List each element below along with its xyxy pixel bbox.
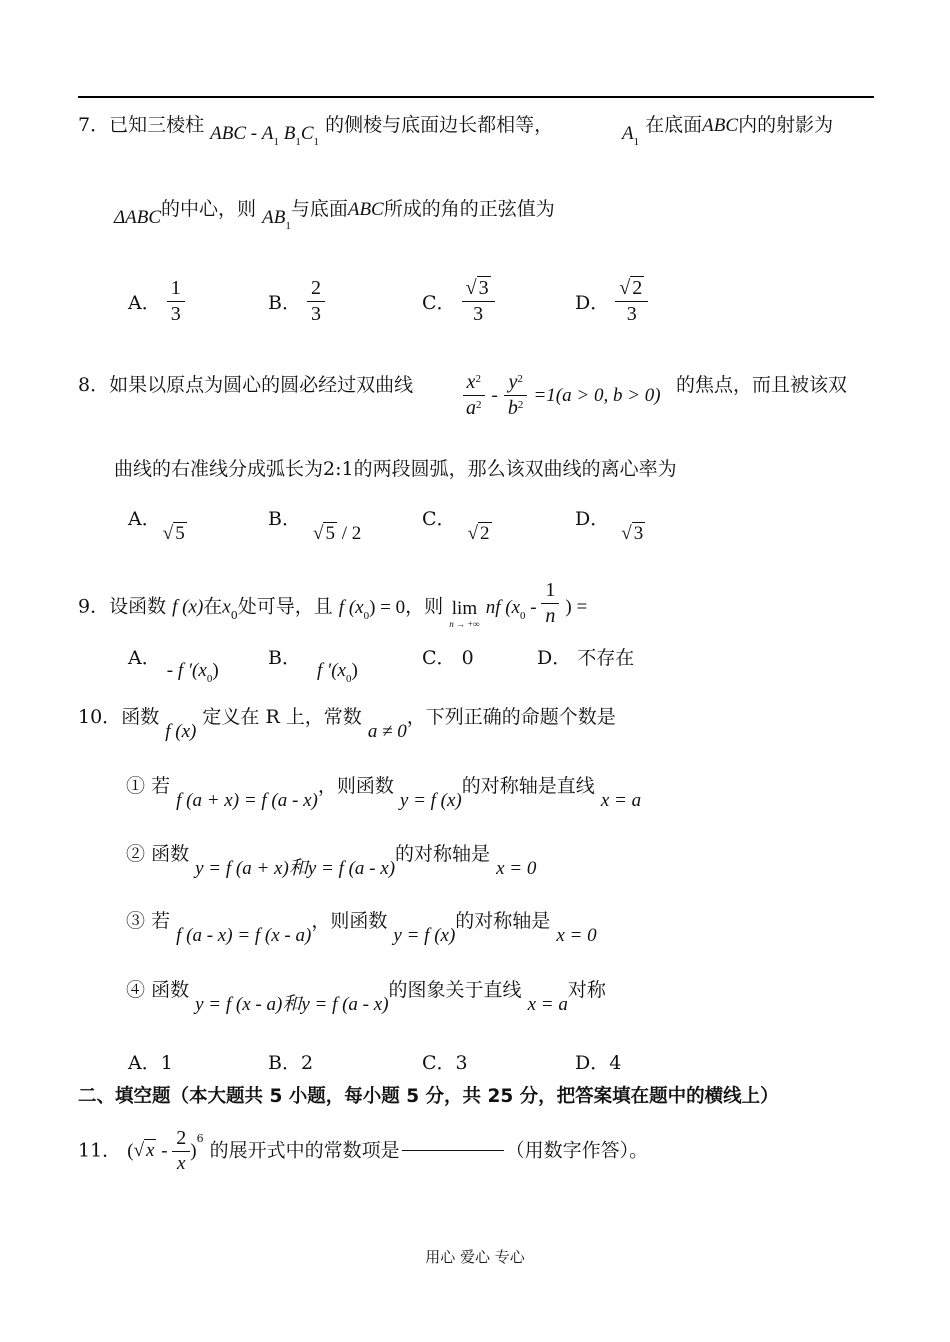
q7-option-a[interactable]: A． $\frac{1}{3}$ [128,278,185,325]
question-9: 9．设函数 f (x)在$x_0$处可导，且 f $(x_0) = 0$，则 lim n → +∞ nf ($x_0$ - $\frac{1}{n}$ ) = [78,579,588,629]
q9-option-c[interactable]: C． 0 [422,647,474,669]
statement-1: ① 若 f (a + x) = f (a - x)，则函数 y = f (x)的对称轴是直线 x = a [126,775,642,811]
page-footer: 用心 爱心 专心 [425,1248,525,1266]
question-10: 10．函数 f (x) 定义在 R 上，常数 a ≠ 0，下列正确的命题个数是 [78,706,616,742]
q10-option-a[interactable]: A．1 [128,1052,173,1074]
prism-formula: ABC - $A_1$ $B_1C_1$ [210,123,320,148]
statement-2: ② 函数 y = f (a + x)和y = f (a - x)的对称轴是 x = 0 [126,843,537,879]
question-8-line-2: 曲线的右准线分成弧长为2:1的两段圆弧，那么该双曲线的离心率为 [114,458,677,480]
q7-option-c[interactable]: C． $\frac{√ 3}{3}$ [422,278,495,325]
q7-option-b[interactable]: B． $\frac{2}{3}$ [268,278,325,325]
q9-option-b[interactable]: B． f $'(x_0)$ [268,647,358,685]
q8-option-d[interactable]: D． √ 3 [575,508,644,544]
question-7-line-1: 7．已知三棱柱 ABC - $A_1$ $B_1C_1$ 的侧棱与底面边长都相等， [78,114,554,148]
statement-4: ④ 函数 y = f (x - a)和y = f (a - x)的图象关于直线 x = a对称 [126,979,606,1015]
question-8-line-1b: 的焦点，而且被该双 [676,374,848,396]
question-7-line-2: ΔABC的中心，则 $AB_1$与底面ABC所成的角的正弦值为 [114,198,555,232]
statement-3: ③ 若 f (a - x) = f (x - a)，则函数 y = f (x)的对称轴是 x = 0 [126,910,597,946]
q9-option-d[interactable]: D． 不存在 [537,647,635,669]
q10-option-c[interactable]: C．3 [422,1052,468,1074]
q8-option-c[interactable]: C． √ 2 [422,508,490,544]
answer-blank[interactable] [402,1150,504,1151]
q8-option-b[interactable]: B． √ 5 / 2 [268,508,362,544]
hyperbola-equation: $\frac{x^2}{a^2}$ - $\frac{y^2}{b^2}$ =1(a > 0, b > 0) [462,372,661,419]
question-11: 11． (√ x - $\frac{2}{x}$ )$^6$ 的展开式中的常数项是 （用数字作答）。 [78,1127,649,1174]
q10-option-d[interactable]: D．4 [575,1052,622,1074]
q8-option-a[interactable]: A． √ 5 [128,508,185,544]
q9-option-a[interactable]: A． - f $'(x_0)$ [128,647,219,685]
top-rule [78,96,874,98]
section-heading: 二、填空题（本大题共 5 小题，每小题 5 分，共 25 分，把答案填在题中的横线上） [78,1086,779,1107]
q7-option-d[interactable]: D． $\frac{√ 2}{3}$ [575,278,648,325]
q10-option-b[interactable]: B．2 [268,1052,314,1074]
question-8-line-1: 8．如果以原点为圆心的圆必经过双曲线 [78,374,414,396]
question-7-line-1b: $A_1$ 在底面ABC内的射影为 [622,114,834,148]
